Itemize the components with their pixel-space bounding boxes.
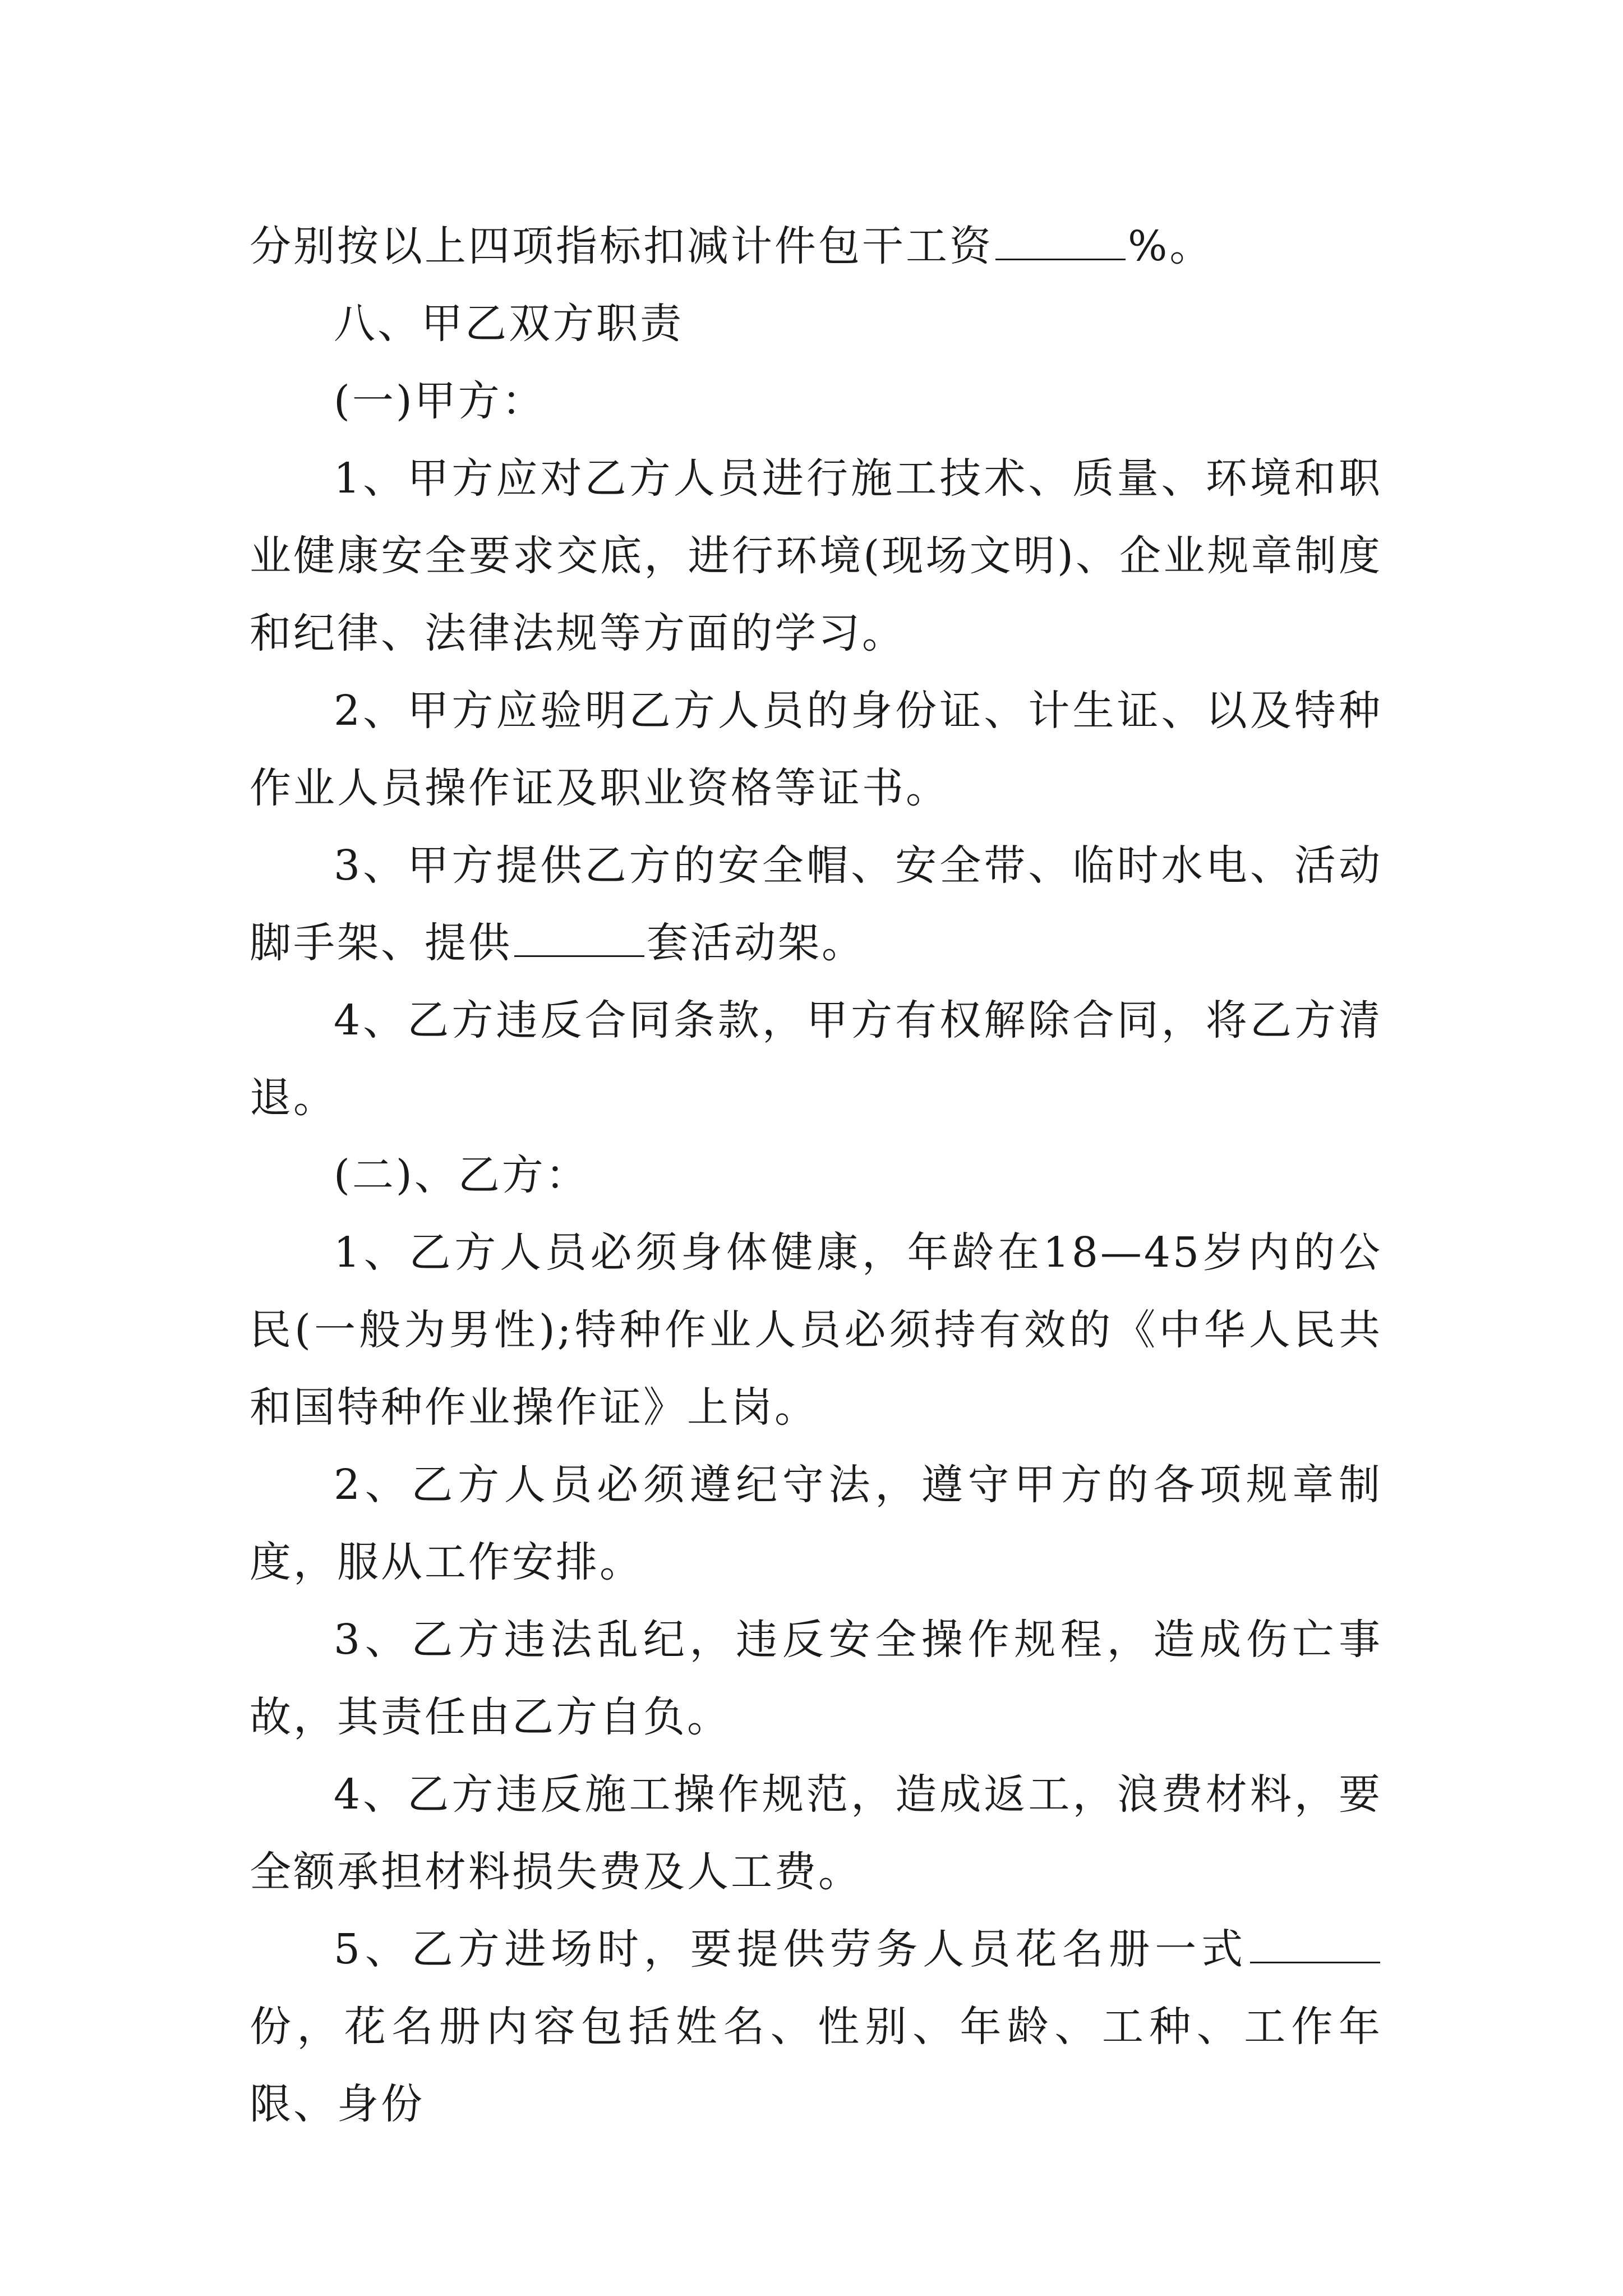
blank-line xyxy=(514,921,644,957)
document-body xyxy=(250,208,1382,2143)
party-a-item-3-suffix: 套活动架。 xyxy=(647,919,865,967)
party-b-item-2: 2、乙方人员必须遵纪守法，遵守甲方的各项规章制度，服从工作安排。 xyxy=(250,1461,1382,1586)
blank-line xyxy=(1250,1927,1380,1963)
party-a-item-3-text: 3、甲方提供乙方的安全帽、安全带、临时水电、活动脚手架、提供 xyxy=(250,841,1382,967)
party-b-item-5 xyxy=(250,1911,1382,2143)
party-a-heading: (一)甲方： xyxy=(334,377,546,425)
party-b-item-4: 4、乙方违反施工操作规范，造成返工，浪费材料，要全额承担材料损失费及人工费。 xyxy=(250,1770,1382,1896)
party-b-heading: (二)、乙方： xyxy=(334,1151,589,1199)
deduction-text: 分别按以上四项指标扣减计件包干工资 xyxy=(250,222,993,270)
party-b-item-1: 1、乙方人员必须身体健康，年龄在18—45岁内的公民(一般为男性);特种作业人员必须持有效的《中华人民共和国特种作业操作证》上岗。 xyxy=(250,1228,1382,1432)
party-a-item-3 xyxy=(250,827,1382,982)
party-b-item-5-text: 5、乙方进场时，要提供劳务人员花名册一式 xyxy=(334,1925,1248,1973)
blank-line xyxy=(995,224,1126,260)
party-b-item-5-suffix: 份，花名册内容包括姓名、性别、年龄、工种、工作年限、身份 xyxy=(250,2003,1382,2128)
party-a-item-2: 2、甲方应验明乙方人员的身份证、计生证、以及特种作业人员操作证及职业资格等证书。 xyxy=(250,687,1382,812)
deduction-suffix: %。 xyxy=(1128,222,1214,270)
party-a-item-1: 1、甲方应对乙方人员进行施工技术、质量、环境和职业健康安全要求交底，进行环境(现场文明)、企业规章制度和纪律、法律法规等方面的学习。 xyxy=(250,454,1382,657)
paragraph-deduction xyxy=(250,208,1382,285)
party-a-item-4: 4、乙方违反合同条款，甲方有权解除合同，将乙方清退。 xyxy=(250,996,1382,1122)
section-heading-duties: 八、甲乙双方职责 xyxy=(334,300,684,348)
party-b-item-3: 3、乙方违法乱纪，违反安全操作规程，造成伤亡事故，其责任由乙方自负。 xyxy=(250,1616,1382,1741)
